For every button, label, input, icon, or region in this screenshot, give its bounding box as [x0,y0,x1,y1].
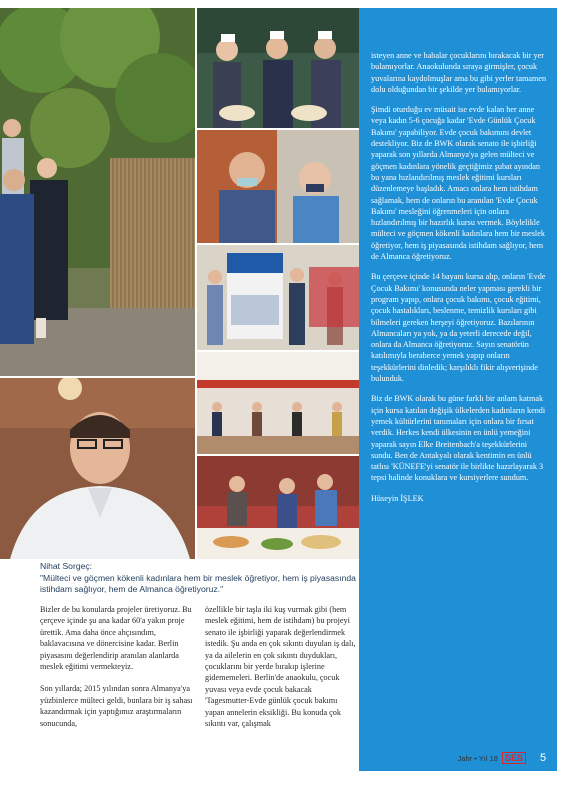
photo-two-guests [197,130,359,243]
blue-column-text [371,50,549,513]
photo-dining-hall [197,352,359,454]
body-paragraph: Son yıllarda; 2015 yılından sonra Almanya'ya yüzbinlerce mülteci geldi, bunlara bir iş sahası kazandırmak için yaptığımız araştırmaların sonucunda, [40,684,193,728]
issue-label: Jahr • Yıl 18 [457,753,498,763]
author-signature: Hüseyin İŞLEK [371,493,424,503]
body-column-1 [40,604,198,740]
page-footer [458,746,556,770]
page-number: 5 [530,746,556,770]
photo-food-buffet [197,456,359,559]
body-paragraph: Bizler de bu konularda projeler üretiyoruz. Bu çerçeve içinde şu ana kadar 60'a yakın proje ürettik. Ama daha önce ahçısındım, baklavacısına ve dönercisine kadar. Berlin piyasasını değerlendirip aranılan alanlarda meslek eğitimi vermekteyiz. [40,605,192,672]
photo-bwk-banner [197,245,359,350]
caption-name: Nihat Sorgeç: [40,561,93,571]
body-column-2 [205,604,357,740]
photo-garden-group [0,8,195,376]
magazine-logo: SES [502,752,526,764]
body-paragraph: özellikle bir taşla iki kuş vurmak gibi (hem meslek eğitimi, hem de istihdam) bu projeyi senato ile işbirliği yaparak değerlendirmek istedik. Şu anda en çok sıkıntı duyulan iş dalı, ya da ailelerin en çok sıkıntı duydukları, çocuklarını bir yerde bırakıp işlerine gidememeleri. Berlin'de anaokulu, çocuk yuvası veya evde çocuk bakacak 'Tagesmutter-Evde günlük çocuk bakımı yapan annelerin eksikliği. Bu konuda çok sıkıntı var, çalışmak [205,605,356,729]
blue-paragraph: Şimdi oturduğu ev müsait ise evde kalan her anne veya kadın 5-6 çocuğa kadar 'Evde Günlük Çocuk Bakımı' yapabiliyor. Evde çocuk bakımını devlet destekliyor. Biz de BWK olarak senato ile işbirliği yaparak son yıllarda Almanya'ya gelen mülteci ve göçmen kadınlara yönelik geçtiğimiz şubat ayından bu yana hızlandırılmış meslek eğitimi kursları düzenlemeye başladık. Amacı onlara hem istihdam sağlamak, hem de onların bu aranılan 'Evde Çocuk Bakımı' mesleğini öğrenmeleri için onlara hızlandırılmış bir hazırlık kursu vermek. Böylelikle mülteci ve göçmen kökenli kadınlara hem bir meslek öğretiyor, hem iş piyasasında istihdam sağlıyor, hem de Almanca öğretiyoruz. [371,105,545,262]
photo-caption [40,561,360,596]
blue-paragraph: Biz de BWK olarak bu güne farklı bir anlam katmak için kursa katılan değişik ülkelerden kadınların kendi yemek kültürlerini tanımaları için onlara bir fırsat verdik. Herkes kendi ülkesinin en ünlü yemeğini yaparak sayın Elke Breitenbach'a teşekkürlerini sundu. Ben de Antakyalı olarak kentimin en ünlü tatlısı 'KÜNEFE'yi senatör ile birlikte hazırlayarak 3 tepsi halinde konuklara ve kursiyerlere sundum. [371,394,546,483]
caption-quote: "Mülteci ve göçmen kökenli kadınlara hem bir meslek öğretiyor, hem iş piyasasında istihdam sağlıyor, hem de Almanca öğretiyoruz." [40,572,356,595]
photo-portrait-speaker [0,378,195,559]
blue-paragraph: Bu çerçeve içinde 14 bayanı kursa alıp, onların 'Evde Çocuk Bakımı' konusunda neler yapması gerekli bir program yapıp, onlara çocuk bakımı, çocuk eğitimi, çocuk hastalıkları, beslenme, temizlik kursları gibi bilmeleri gereken herşeyi öğretiyoruz. Bazılarının Almancaları ya yok, ya da yeterli derecede değil, onlara da Almanca öğretiyoruz. Sayın senatörün katılımıyla beraberce yemek yapıp onların teşekkürlerini dinledik; karşılıklı fikir alışverişinde bulunduk. [371,272,546,384]
blue-paragraph: isteyen anne ve babalar çocuklarını bırakacak bir yer bulamıyorlar. Anaokulunda sıraya girmişler, çocuk yuvalarına kaydolmuşlar ama bu gibi yerler tamamen dolu olduğundan bir şekilde yer bulamıyorlar. [371,51,547,94]
photo-cooking-trio [197,8,359,128]
